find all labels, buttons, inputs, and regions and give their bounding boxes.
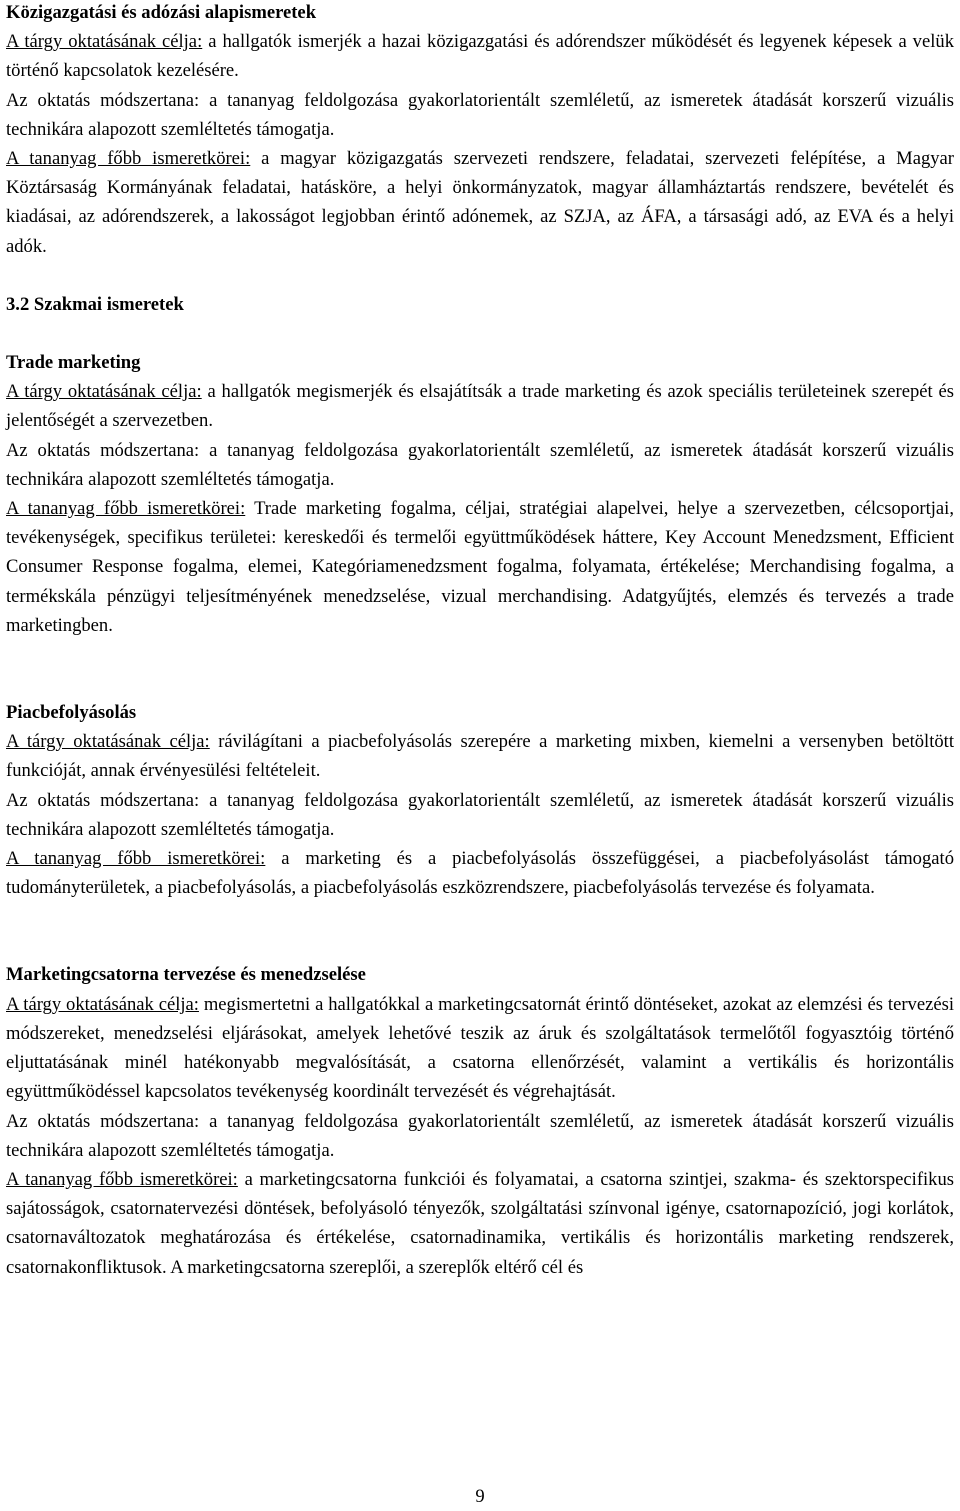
topics-text: Trade marketing fogalma, céljai, stratégiai alapelvei, helye a szervezetben, célcsoportjai, tevékenységek, specifikus területei: kereskedői és termelői együttműködések háttere, Key Account Menedzsment, Efficient Consumer Response fogalma, elemei, Kategóriamenedzsment fogalma, folyamata, értékelése; Merchandising fogalma, a termékskála pénzügyi teljesítményének menedzselése, vizual merchandising. Adatgyűjtés, elemzés és tervezés a trade marketingben.	[6, 498, 954, 636]
topics-label: A tananyag főbb ismeretkörei:	[6, 498, 246, 520]
page-number: 9	[475, 1486, 485, 1507]
aim-label: A tárgy oktatásának célja:	[6, 993, 199, 1015]
aim-text: a hallgatók ismerjék a hazai közigazgatási és adórendszer működését és legyenek képesek a velük történő kapcsolatok kezelésére.	[6, 31, 954, 82]
method-label: Az oktatás módszertana:	[6, 89, 200, 111]
section-piacbefolyasolas	[6, 698, 954, 902]
method-text: a tananyag feldolgozása gyakorlatorientált szemléletű, az ismeretek átadását korszerű vizuális technikára alapozott szemléltetés támogatja.	[6, 439, 954, 490]
topics-text: a marketingcsatorna funkciói és folyamatai, a csatorna szintjei, szakma- és szektorspecifikus sajátosságok, csatornatervezési döntések, befolyásoló tényezők, szolgáltatási színvonal igénye, csatornapozíció, jogi korlátok, csatornaváltozatok meghatározása és értékelése, csatornadinamika, vertikális és horizontális marketing rendszerek, csatornakonfliktusok. A marketingcsatorna szereplői, a szereplők eltérő cél és	[6, 1168, 955, 1278]
course-topics	[6, 1165, 954, 1282]
aim-text: megismertetni a hallgatókkal a marketingcsatornát érintő döntéseket, azokat az elemzési és tervezési módszereket, menedzselési eljárásokat, amelyek lehetővé teszik az áruk és szolgáltatások termelőtől fogyasztóig történő eljuttatásának minél hatékonyabb megvalósítását, a csatorna ellenőrzését, valamint a vertikális és horizontális együttműködéssel kapcsolatos tevékenység koordinált tervezését és végrehajtását.	[6, 993, 954, 1103]
section-title: Marketingcsatorna tervezése és menedzselése	[6, 964, 366, 986]
topics-label: A tananyag főbb ismeretkörei:	[6, 848, 266, 870]
section-trade-marketing	[6, 348, 954, 640]
course-topics	[6, 494, 954, 640]
course-aim	[6, 27, 954, 85]
section-title: Trade marketing	[6, 352, 141, 374]
section-kozigazgatasi	[6, 0, 954, 261]
document-page	[6, 0, 954, 1282]
topics-text: a magyar közigazgatás szervezeti rendszere, feladatai, szervezeti felépítése, a Magyar Köztársaság Kormányának feladatai, hatásköre, a helyi önkormányzatok, magyar államháztartás rendszere, bevételét és kiadásai, az adórendszerek, a lakosságot legjobban érintő adónemek, az SZJA, az ÁFA, a társasági adó, az EVA és a helyi adók.	[6, 148, 955, 257]
method-label: Az oktatás módszertana:	[6, 1110, 200, 1132]
method-text: a tananyag feldolgozása gyakorlatorientált szemléletű, az ismeretek átadását korszerű vizuális technikára alapozott szemléltetés támogatja.	[6, 89, 954, 140]
aim-text: rávilágítani a piacbefolyásolás szerepére a marketing mixben, kiemelni a versenyben betöltött funkcióját, annak érvényesülési feltételeit.	[6, 731, 954, 782]
topics-text: a marketing és a piacbefolyásolás összefüggései, a piacbefolyásolást támogató tudományterületek, a piacbefolyásolás, a piacbefolyásolás eszközrendszere, piacbefolyásolás tervezése és folyamata.	[6, 848, 954, 899]
course-aim	[6, 727, 954, 785]
course-method	[6, 1107, 954, 1165]
method-label: Az oktatás módszertana:	[6, 789, 200, 811]
topics-label: A tananyag főbb ismeretkörei:	[6, 1168, 238, 1190]
course-aim	[6, 377, 954, 435]
aim-label: A tárgy oktatásának célja:	[6, 731, 210, 753]
course-aim	[6, 990, 954, 1107]
chapter-heading: 3.2 Szakmai ismeretek	[6, 293, 184, 315]
section-title: Piacbefolyásolás	[6, 702, 137, 724]
topics-label: A tananyag főbb ismeretkörei:	[6, 148, 251, 170]
section-title: Közigazgatási és adózási alapismeretek	[6, 2, 317, 23]
course-topics	[6, 844, 954, 902]
course-method	[6, 786, 954, 844]
aim-text: a hallgatók megismerjék és elsajátítsák a trade marketing és azok speciális területeinek szerepét és jelentőségét a szervezetben.	[6, 381, 954, 432]
method-label: Az oktatás módszertana:	[6, 439, 200, 461]
section-marketingcsatorna	[6, 960, 954, 1281]
method-text: a tananyag feldolgozása gyakorlatorientált szemléletű, az ismeretek átadását korszerű vizuális technikára alapozott szemléltetés támogatja.	[6, 789, 954, 840]
aim-label: A tárgy oktatásának célja:	[6, 31, 203, 53]
course-topics	[6, 144, 954, 261]
course-method	[6, 436, 954, 494]
course-method	[6, 86, 954, 144]
aim-label: A tárgy oktatásának célja:	[6, 381, 202, 403]
method-text: a tananyag feldolgozása gyakorlatorientált szemléletű, az ismeretek átadását korszerű vizuális technikára alapozott szemléltetés támogatja.	[6, 1110, 954, 1161]
